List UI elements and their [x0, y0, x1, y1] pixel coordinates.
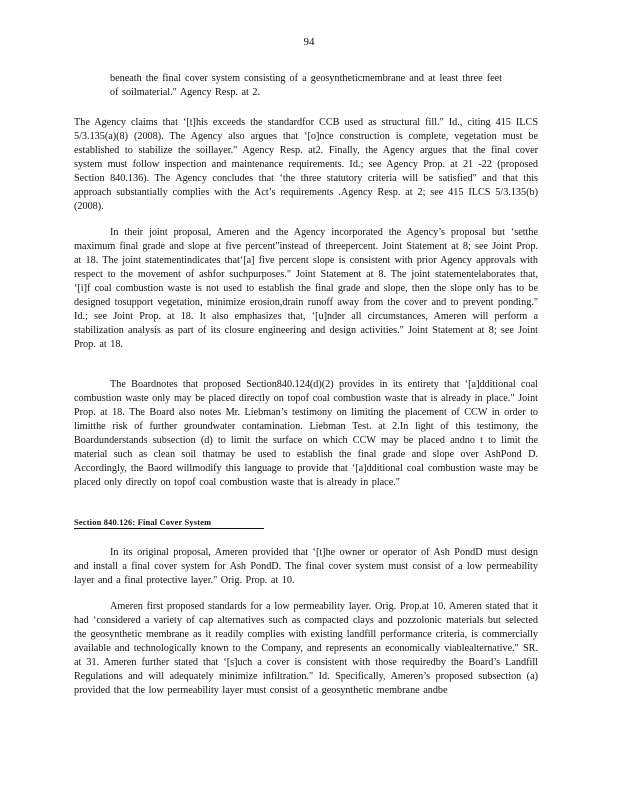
- section-heading: Section 840.126: Final Cover System: [74, 518, 264, 529]
- paragraph-board-notes: The Boardnotes that proposed Section840.124(d)(2) provides in its entirety that ‘[a]dditional coal combustion waste only may be placed directly on topof coal combustion waste that is already in place." Joint Prop. at 18. The Board also notes Mr. Liebman’s testimony on limiting the placement of CCW in order to limitthe risk of further groundwater contamination. Liebman Test. at 2.In light of this testimony, the Boardunderstands subsection (d) to limit the surface on which CCW may be placed andno t to limit the material such as clean soil thatmay be used to establish the final grade and slope over AshPond D. Accordingly, the Baord willmodify this language to provide that ‘[a]dditional coal combustion waste may be placed only directly on topof coal combustion waste that is already in place.": [74, 379, 538, 488]
- paragraph-agency-claims: The Agency claims that ‘[t]his exceeds the standardfor CCB used as structural fill." Id., citing 415 ILCS 5/3.135(a)(8) (2008). The Agency also argues that ‘[o]nce construction is complete, vegetation must be established to stabilize the soillayer." Agency Resp. at2. Finally, the Agency argues that the final cover system must follow inspection and maintenance requirements. Id.; see Agency Prop. at 21 -22 (proposed Section 840.136). The Agency concludes that ‘the three statutory criteria will be satisfied" and that this approach substantially complies with the Act’s requirements .Agency Resp. at 2; see 415 ILCS 5/3.135(b) (2008).: [74, 117, 538, 212]
- paragraph-original-proposal: In its original proposal, Ameren provided that ‘[t]he owner or operator of Ash PondD must design and install a final cover system for Ash PondD. The final cover system must consist of a low permeability layer and a final protective layer." Orig. Prop. at 10.: [74, 547, 538, 586]
- page-number: 94: [303, 36, 315, 48]
- paragraph-joint-proposal: In their joint proposal, Ameren and the Agency incorporated the Agency’s proposal but ‘setthe maximum final grade and slope at five percent"instead of threepercent. Joint Statement at 8; see Joint Prop. at 18. The joint statementindicates that‘[a] five percent slope is consistent with prior Agency approvals with respect to the movement of ashfor suchpurposes." Joint Statement at 8. The joint statementelaborates that, ‘[i]f coal combustion waste is not used to establish the final grade and slope, then the slope only has to be designed tosupport vegetation, minimize erosion,drain runoff away from the cover and to prevent ponding." Id.; see Joint Prop. at 18. It also emphasizes that, ‘[u]nder all circumstances, Ameren will perform a stabilization analysis as part of its closure engineering and design activities." Joint Statement at 8; see Joint Prop. at 18.: [74, 227, 538, 350]
- paragraph-low-permeability: Ameren first proposed standards for a low permeability layer. Orig. Prop.at 10. Ameren stated that it had ‘considered a variety of cap alternatives such as compacted clays and pozzolonic materials but selected the geosynthetic membrane as it readily complies with existing landfill performance criteria, is commercially available and technologically known to the Company, and represents an economically viablealternative." SR. at 31. Ameren further stated that ‘[s]uch a cover is consistent with those requiredby the Board’s Landfill Regulations and will adequately minimize infiltration." Id. Specifically, Ameren’s proposed subsection (a) provided that the low permeability layer must consist of a geosynthetic membrane andbe: [74, 601, 538, 696]
- block-quote: beneath the final cover system consisting of a geosyntheticmembrane and at least three feet of soilmaterial." Agency Resp. at 2.: [110, 73, 502, 98]
